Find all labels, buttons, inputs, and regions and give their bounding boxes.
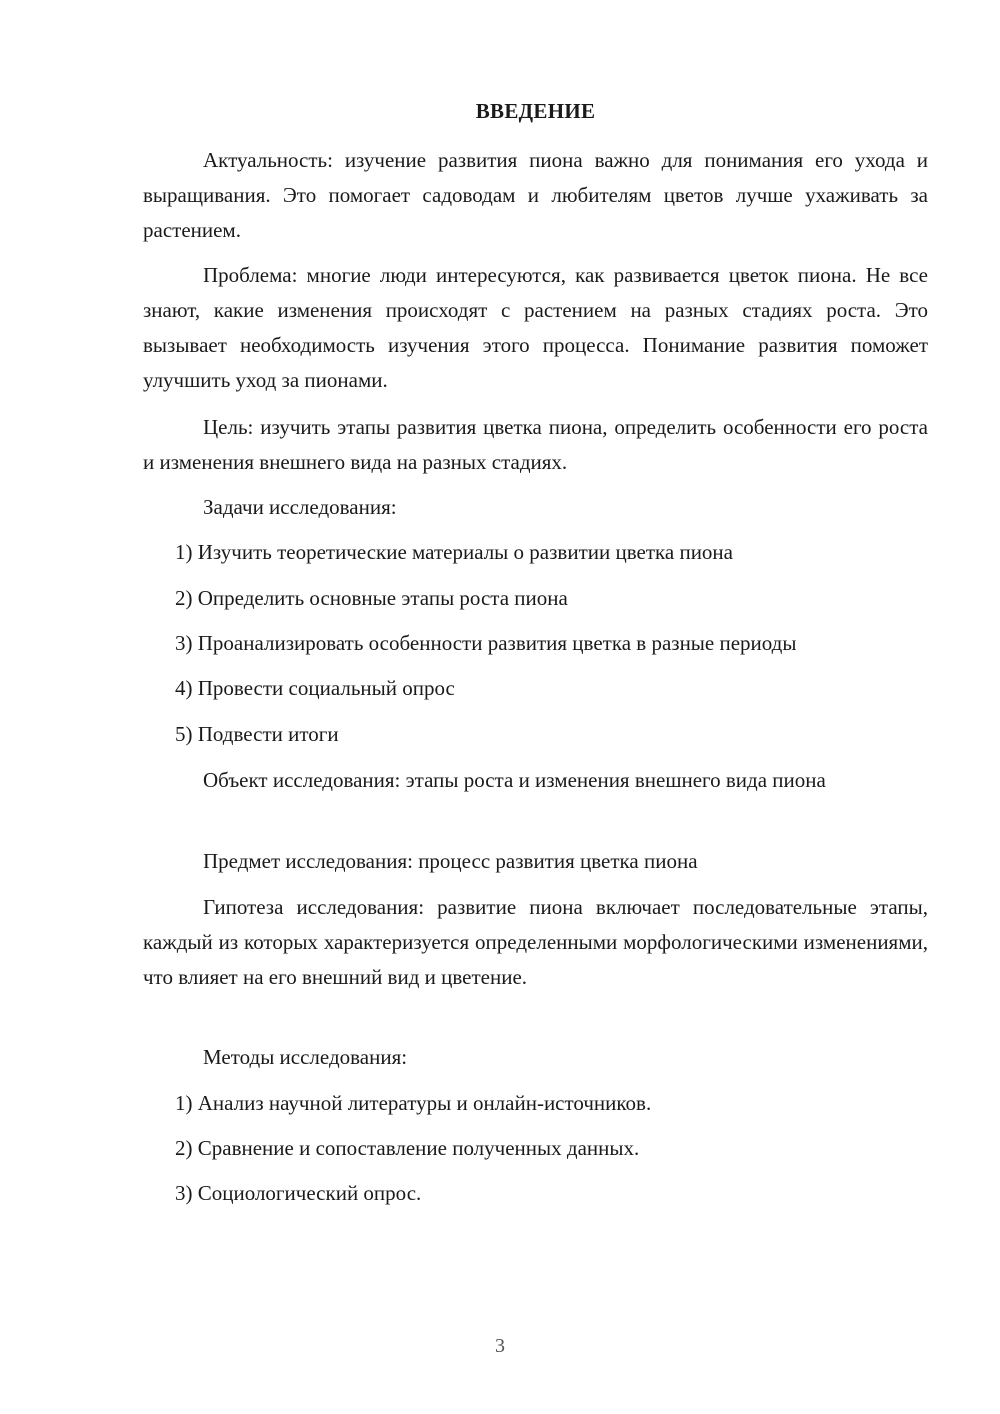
subject-paragraph: Предмет исследования: процесс развития цветка пиона	[203, 849, 698, 873]
goal-paragraph: Цель: изучить этапы развития цветка пиона, определить особенности его роста и изменения внешнего вида на разных стадиях.	[143, 415, 928, 474]
method-item-3: 3) Социологический опрос.	[175, 1181, 422, 1205]
task-item-3: 3) Проанализировать особенности развития цветка в разные периоды	[175, 631, 797, 655]
relevance-paragraph: Актуальность: изучение развития пиона важно для понимания его ухода и выращивания. Это помогает садоводам и любителям цветов лучше ухаживать за растением.	[143, 148, 928, 242]
problem-paragraph: Проблема: многие люди интересуются, как развивается цветок пиона. Не все знают, какие изменения происходят с растением на разных стадиях роста. Это вызывает необходимость изучения этого процесса. Понимание развития поможет улучшить уход за пионами.	[143, 263, 928, 392]
method-item-2: 2) Сравнение и сопоставление полученных данных.	[175, 1136, 640, 1160]
task-item-5: 5) Подвести итоги	[175, 722, 339, 746]
section-title: ВВЕДЕНИЕ	[475, 99, 596, 123]
task-item-1: 1) Изучить теоретические материалы о развитии цветка пиона	[175, 540, 733, 564]
object-paragraph: Объект исследования: этапы роста и изменения внешнего вида пиона	[203, 768, 826, 792]
hypothesis-paragraph: Гипотеза исследования: развитие пиона включает последовательные этапы, каждый из которых характеризуется определенными морфологическими изменениями, что влияет на его внешний вид и цветение.	[143, 895, 928, 989]
method-item-1: 1) Анализ научной литературы и онлайн-источников.	[175, 1091, 652, 1115]
task-item-2: 2) Определить основные этапы роста пиона	[175, 586, 568, 610]
tasks-heading: Задачи исследования:	[203, 495, 397, 519]
task-item-4: 4) Провести социальный опрос	[175, 676, 455, 700]
page-number: 3	[495, 1335, 505, 1357]
methods-heading: Методы исследования:	[203, 1045, 408, 1069]
